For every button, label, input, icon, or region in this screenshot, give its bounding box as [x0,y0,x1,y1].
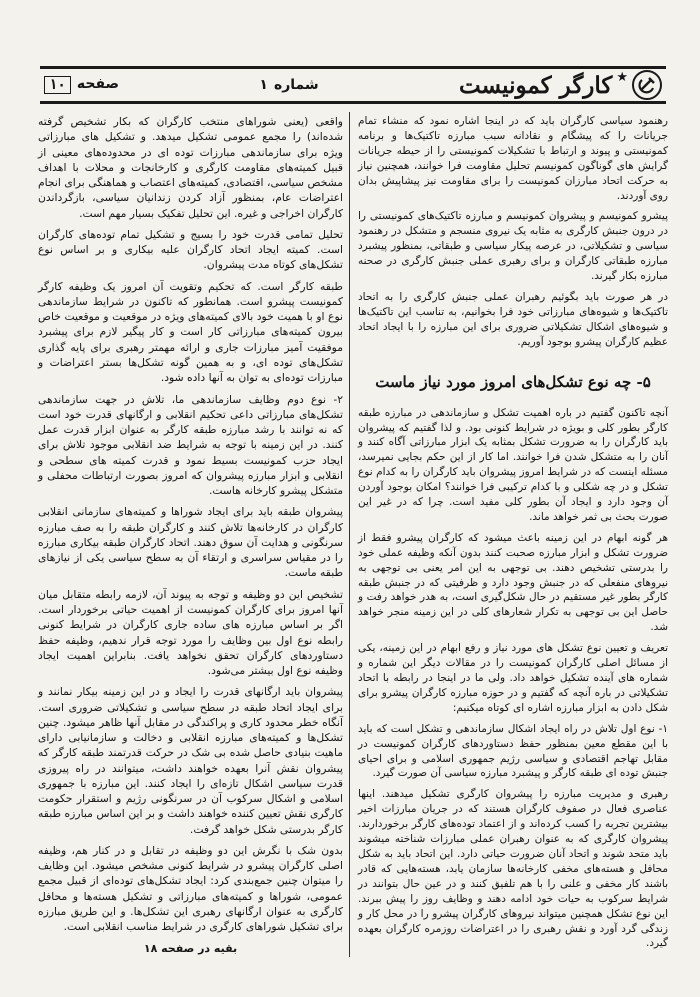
masthead-title: کارگر کمونیست [459,71,613,99]
body-paragraph: طبقه کارگر است. که تحکیم وتقویت آن امروز یک وظیفه کارگر کمونیست پیشرو است. همانطور که تاکنون در شرایط سازماندهی نوع او با همیت خود بالای کمیته‌های ویژه در موقعیت و موقعیت خاص بیرون کمیته‌های مبارزاتی کار است و کار پیگیر لازم برای پیشبرد موفقیت آمیز مبارزات جاری و ارائه مهمتر رهبری برای پایه گذاری تشکل‌های توده ای، و به همین گونه تشکل‌ها بستر اعتراضات و مبارزات توده‌ای به توان به آنها داده شود. [38,279,343,385]
section-paragraph: رهبری و مدیریت مبارزه را پیشروان کارگری تشکیل میدهند. اینها عناصری فعال در صفوف کارگران هستند که در جریان مبارزات اخیر بیشترین تجربه را کسب کرده‌اند و از اعتماد توده‌های کارگر برخوردارند. پیشروان کارگری که به عنوان رهبران عملی مبارزات شناخته میشوند باید متحد شوند و اتحاد آنان ضرورت حیاتی دارد. این اتحاد باید به شکل محافل و هسته‌های مخفی کارخانه‌ها سازمان یابد، هسته‌هایی که قادر باشند کار مخفی و علنی را با هم تلفیق کنند و در عین حال بتوانند در شرایط سرکوب به حیات خود ادامه دهند و وظایف روز را پیش ببرند. این نوع تشکل همچنین میتواند نیروهای کارگران پیشرو را در محل کار و زندگی گرد آورد و نقش رهبری را در اعتراضات روزمره کارگران بعهده گیرد. [358,788,668,950]
right-column [358,114,668,957]
issue-label: شماره [273,77,319,93]
page-label: صفحه [76,76,120,92]
body-paragraph: تشخیص این دو وظیفه و توجه به پیوند آن، لازمه رابطه متقابل میان آنها امروز برای کارگران کمونیست از اهمیت حیاتی برخوردار است. اگر بر اساس مبارزه های ساده جاری کارگران در شرایط کنونی رابطه نوع اول بین وظایف را مورد توجه قرار ندهیم، وظیفه حفظ دستاوردهای کارگران تحقق نخواهد یافت. بنابراین اهمیت ایجاد وظیفه نوع اول بیشتر می‌شود. [38,587,343,678]
section-paragraph: آنچه تاکنون گفتیم در باره اهمیت تشکل و سازماندهی در مبارزه طبقه کارگر بطور کلی و بویژه در شرایط کنونی بود. و لذا گفتیم که پیشروان باید کارگران را به ضرورت تشکل بمثابه یک ابزار مبارزاتی آگاه کنند و آنان را به متشکل شدن فرا خوانند. اما کار از این حکم بجایی نمیرسد، مسئله اینست که در شرایط امروز پیشروان باید کارگران را به کدام نوع تشکل و در چه شکلی و با کدام ترکیبی فرا خوانند؟ امکان بوجود آوردن آن وجود دارد و ایجاد آن بطور کلی مفید است. چرا که در غیر این صورت بحث بی ثمر خواهد ماند. [358,406,668,523]
issue-value: ۱ [259,77,268,93]
hammer-sickle-logo-icon [632,70,662,100]
section-heading: ۵- چه نوع تشکل‌های امروز مورد نیاز ماست [375,372,651,391]
section-paragraph: تعریف و تعیین نوع تشکل های مورد نیاز و رفع ابهام در این زمینه، یکی از مسائل اصلی کارگران کمونیست را در مقالات دیگر این شماره و شماره های آینده تشکیل خواهد داد. ولی ما در اینجا در رابطه با اتحاد تشکیلاتی در باره آنچه که گفتیم و در حوزه مبارزه کارگران پیشرو برای شکل دادن به ابزار مبارزه اشاره ای کوتاه میکنیم: [358,642,668,714]
intro-paragraph: پیشرو کمونیسم و پیشروان کمونیسم و مبارزه تاکتیک‌های کمونیستی را در درون جنبش کارگری به مثابه یک نیروی منسجم و متشکل در رهنمود سیاسی و تشکیلاتی، در عرصه پیکار سیاسی و طبقاتی، بمنظور پیشبرد مبارزه طبقاتی کارگران و برای رهبری عملی جنبش کارگری در صحنه مبارزه بکار گیرند. [358,210,668,283]
section-paragraph: ۱- نوع اول تلاش در راه ایجاد اشکال سازماندهی و تشکل است که باید با این مقطع معین بمنظور حفظ دستاوردهای کارگران کمونیست در مقابل تهاجم اقتصادی و سیاسی رژیم جمهوری اسلامی و برای احیای جنبش توده ای طبقه کارگر و پیشبرد مبارزه سیاسی آن صورت گیرد. [358,722,668,780]
left-column [38,114,343,956]
page-header [40,66,666,104]
body-paragraph: تحلیل تمامی قدرت خود را بسیج و تشکیل تمام توده‌های کارگران است. کمیته ایجاد اتحاد کارگران علیه بیکاری و بر اساس نوع تشکل‌های کوتاه مدت پیشروان. [38,227,343,272]
star-icon: ★ [616,69,628,85]
body-paragraph: پیشروان طبقه باید برای ایجاد شوراها و کمیته‌های سازمانی انقلابی کارگران در کارخانه‌ها تلاش کنند و کارگران طبقه را به صف مبارزه سرنگونی و هدایت آن سوق دهند. اتحاد کارگران طبقه بیکاری مبارزه را در مقیاس سراسری و ارتقاء آن به سطح سیاسی یکی از نیازهای طبقه ماست. [38,505,343,580]
issue-number [259,77,318,93]
page-number [44,76,119,94]
body-paragraph: واقعی (یعنی شوراهای منتخب کارگران که بکار تشخیص گرفته شده‌اند) را مجمع عمومی تشکیل میدهد. و تشکیل های مبارزاتی ویژه برای سازماندهی مبارزات توده ای در محدوده‌های معینی از قبیل کمیته‌های مقاومت کارگری و کارخانجات و محلات با اهداف مشخص سیاسی، اقتصادی، کمیته‌های اعتصاب و هماهنگی برای انجام اعتراضات عام، بمنظور آزاد کردن زندانیان سیاسی، بازگرداندن کارگران اخراجی و غیره. این تحلیل تفکیک بسیار مهم است. [38,115,343,220]
page-value: ۱۰ [44,76,71,94]
body-paragraph: پیشروان باید ارگانهای قدرت را ایجاد و در این زمینه بیکار نمانند و برای ایجاد اتحاد طبقه در سطح سیاسی و تشکیلاتی ضروری است. آنگاه خطر محدود کاری و پراکندگی در مقابل آنها ظاهر میشود. چنین تشکل‌ها و کمیته‌های مبارزه انقلابی و دخالت و سازمانیابی دارای ماهیت بنیادی حاصل شده بی شک در حرکت قدرتمند طبقه کارگر که پیشروان نقش آنرا بعهده خواهند داشت، میتوانند در راه پیروزی قدرت سیاسی اشکال تازه‌ای را ایجاد کنند. این مبارزه با جمهوری اسلامی و اشکال سرکوب آن در سرنگونی رژیم و استقرار حکومت کارگری نقش تعیین کننده خواهند داشت و بر این اساس مبارزه طبقه کارگر بدرستی شکل خواهد گرفت. [38,685,343,836]
body-paragraph: بدون شک با نگرش این دو وظیفه در تقابل و در کنار هم، وظیفه اصلی کارگران پیشرو در شرایط کنونی مشخص میشود. این وظایف را میتوان چنین جمع‌بندی کرد: ایجاد تشکل‌های توده‌ای از قبیل مجمع عمومی، شوراها و کمیته‌های مبارزاتی و تشکیل هسته‌ها و محافل کارگری به عنوان ارگانهای رهبری این تشکل‌ها. و این طریق مبارزه برای تشکیل شوراهای کارگری در شرایط مناسب انقلابی است. [38,843,343,934]
intro-paragraph: در هر صورت باید بگوئیم رهبران عملی جنبش کارگری را به اتحاد تاکتیک‌ها و شیوه‌های مبارزاتی خود فرا بخوانیم، به تناسب این تاکتیک‌ها و شیوه‌های اشکال تشکیلاتی ضروری برای این مبارزه را با ایجاد اتحاد عظیم کارگران پیشرو بوجود آوریم. [358,290,668,348]
column-divider [349,112,350,957]
masthead [459,70,662,100]
continued-note: بقیه در صفحه ۱۸ [143,941,238,955]
section-paragraph: هر گونه ابهام در این زمینه باعث میشود که کارگران پیشرو فقط از ضرورت تشکل و ابزار مبارزه صحبت کنند بدون آنکه وظیفه عملی خود را بدرستی تشخیص دهند. بی توجهی به این امر یعنی بی توجهی به نیروهای منفعلی که در جنبش وجود دارد و ظرفیتی که در جنبش طبقه کارگر بطور غیر مستقیم در حال شکل‌گیری است، به هدر خواهد رفت و حاصل این بی توجهی به تکرار شعارهای کلی در این زمینه منجر خواهد شد. [358,531,668,634]
body-paragraph: ۲- نوع دوم وظایف سازماندهی ما، تلاش در جهت سازماندهی تشکل‌های مبارزاتی داعی تحکیم انقلابی و ارگانهای قدرت خود است که نه توانند با رشد مبارزه طبقه کارگر به عنوان ابزار قدرت عمل کنند. در این زمینه با توجه به شرایط ضد انقلابی موجود تلاش برای ایجاد حزب کمونیست بسیط نمود و قدرت کمیته های سطحی و انقلابی و ابزار مبارزه پیشروان که امروز بصورت ارتباطات محفلی و متشکل پیشرو کارخانه هاست. [38,392,343,498]
intro-paragraph: رهنمود سیاسی کارگران باید که در اینجا اشاره نمود که منشاء تمام جریانات را که پیشگام و نقادانه سبب مبارزه تاکتیک‌ها و برنامه کمونیستی و پیوند و ارتباط با تشکیلات کمونیستی را از حیطه جریانات گرایش های گوناگون کمونیسم تحلیل مقاومت فرا خوانند، همچنین نیاز به حرکت اتحاد مبارزان کمونیست را برای مقاومت نیز پیشاپیش بدان روی آوردند. [358,115,668,202]
